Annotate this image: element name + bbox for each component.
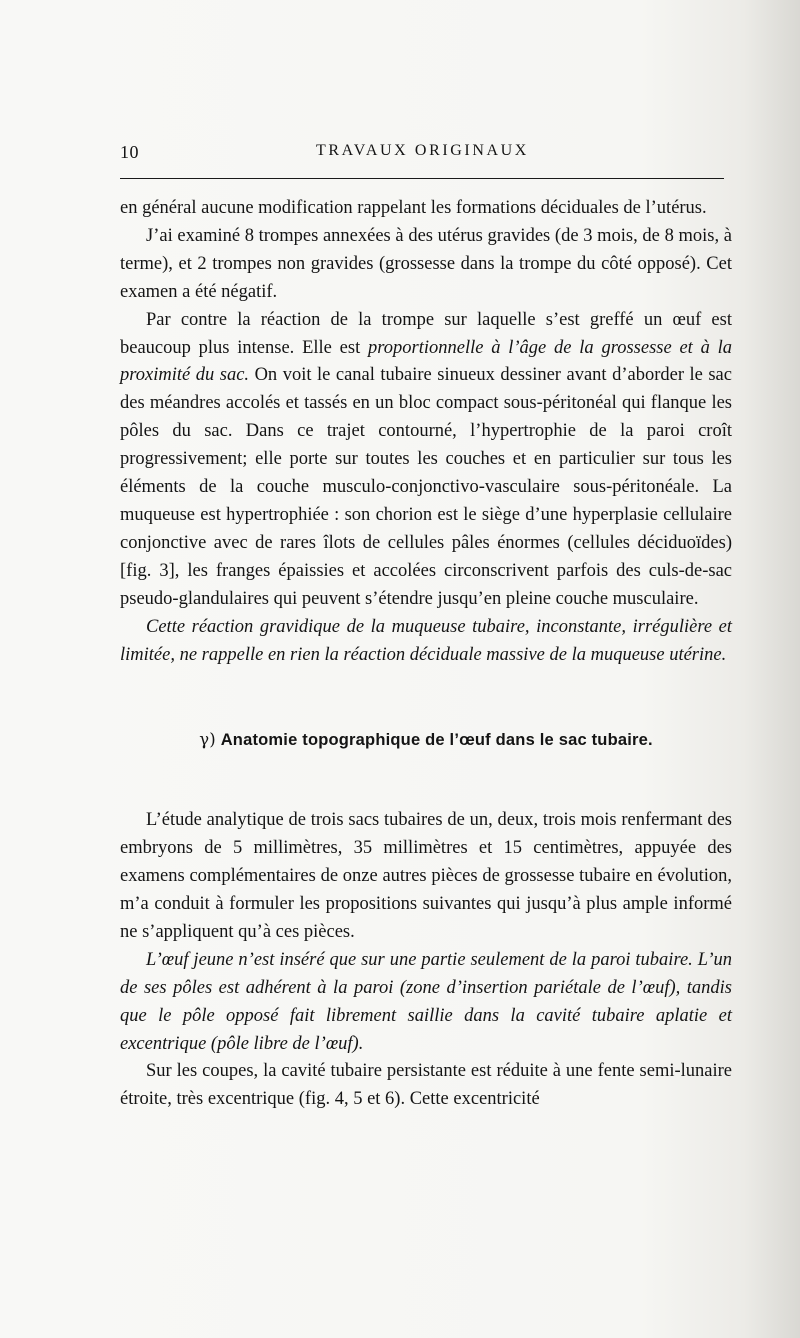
text-segment: en général aucune modification rappelant les formations déciduales de l’utérus. <box>120 198 707 218</box>
section-letter: γ) <box>199 730 216 750</box>
paragraph <box>120 223 732 307</box>
text-segment: J’ai examiné 8 trompes annexées à des utérus gravides (de 3 mois, de 8 mois, à terme), et 2 trompes non gravides (grossesse dans la trompe du côté opposé). Cet examen a été négatif. <box>120 225 732 302</box>
paragraph <box>120 807 732 947</box>
page-header <box>120 142 725 166</box>
section-title: Anatomie topographique de l’œuf dans le sac tubaire. <box>220 731 653 750</box>
paragraph <box>120 307 732 614</box>
body-text <box>120 195 732 1114</box>
paragraph <box>120 1058 732 1114</box>
paragraph <box>120 614 732 670</box>
text-segment: Sur les coupes, la cavité tubaire persistante est réduite à une fente semi-lunaire étroite, très excentrique (fig. 4, 5 et 6). Cette excentricité <box>120 1061 732 1110</box>
text-segment: On voit le canal tubaire sinueux dessiner avant d’aborder le sac des méandres accolés et tassés en un bloc compact sous-péritonéal qui flanque les pôles du sac. Dans ce trajet contourné, l’hypertrophie de la paroi croît progressivement; elle porte sur toutes les couches et en particulier sur tous les éléments de la couche musculo-conjonctivo-vasculaire sous-péritonéale. La muqueuse est hypertrophiée : son chorion est le siège d’une hyperplasie cellulaire conjonctive avec de rares îlots de cellules pâles énormes (cellules déciduoïdes) [fig. 3], les franges épaissies et accolées circonscrivent parfois des culs-de-sac pseudo-glandulaires qui peuvent s’étendre jusqu’en pleine couche musculaire. <box>120 365 732 609</box>
section-heading <box>120 726 732 755</box>
running-head: TRAVAUX ORIGINAUX <box>316 142 529 159</box>
paragraph <box>120 195 732 223</box>
header-rule <box>120 178 724 179</box>
text-segment: Par contre la réaction de la trompe sur laquelle s’est greffé un œuf est beaucoup plus intense. Elle est <box>120 309 732 358</box>
italic-text-segment: Cette réaction gravidique de la muqueuse tubaire, inconstante, irrégulière et limitée, ne rappelle en rien la réaction déciduale massive de la muqueuse utérine. <box>120 616 732 665</box>
paragraph <box>120 947 732 1059</box>
page-number: 10 <box>120 142 139 162</box>
text-segment: L’étude analytique de trois sacs tubaires de un, deux, trois mois renfermant des embryons de 5 millimètres, 35 millimètres et 15 centimètres, appuyée des examens complémentaires de onze autres pièces de grossesse tubaire en évolution, m’a conduit à formuler les propositions suivantes qui jusqu’à plus ample informé ne s’appliquent qu’à ces pièces. <box>120 810 732 942</box>
italic-text-segment: proportionnelle à l’âge de la grossesse et à la proximité du sac. <box>120 337 733 386</box>
italic-text-segment: L’œuf jeune n’est inséré que sur une partie seulement de la paroi tubaire. L’un de ses pôles est adhérent à la paroi (zone d’insertion pariétale de l’œuf), tandis que le pôle opposé fait librement saillie dans la cavité tubaire aplatie et excentrique (pôle libre de l’œuf). <box>120 949 732 1054</box>
